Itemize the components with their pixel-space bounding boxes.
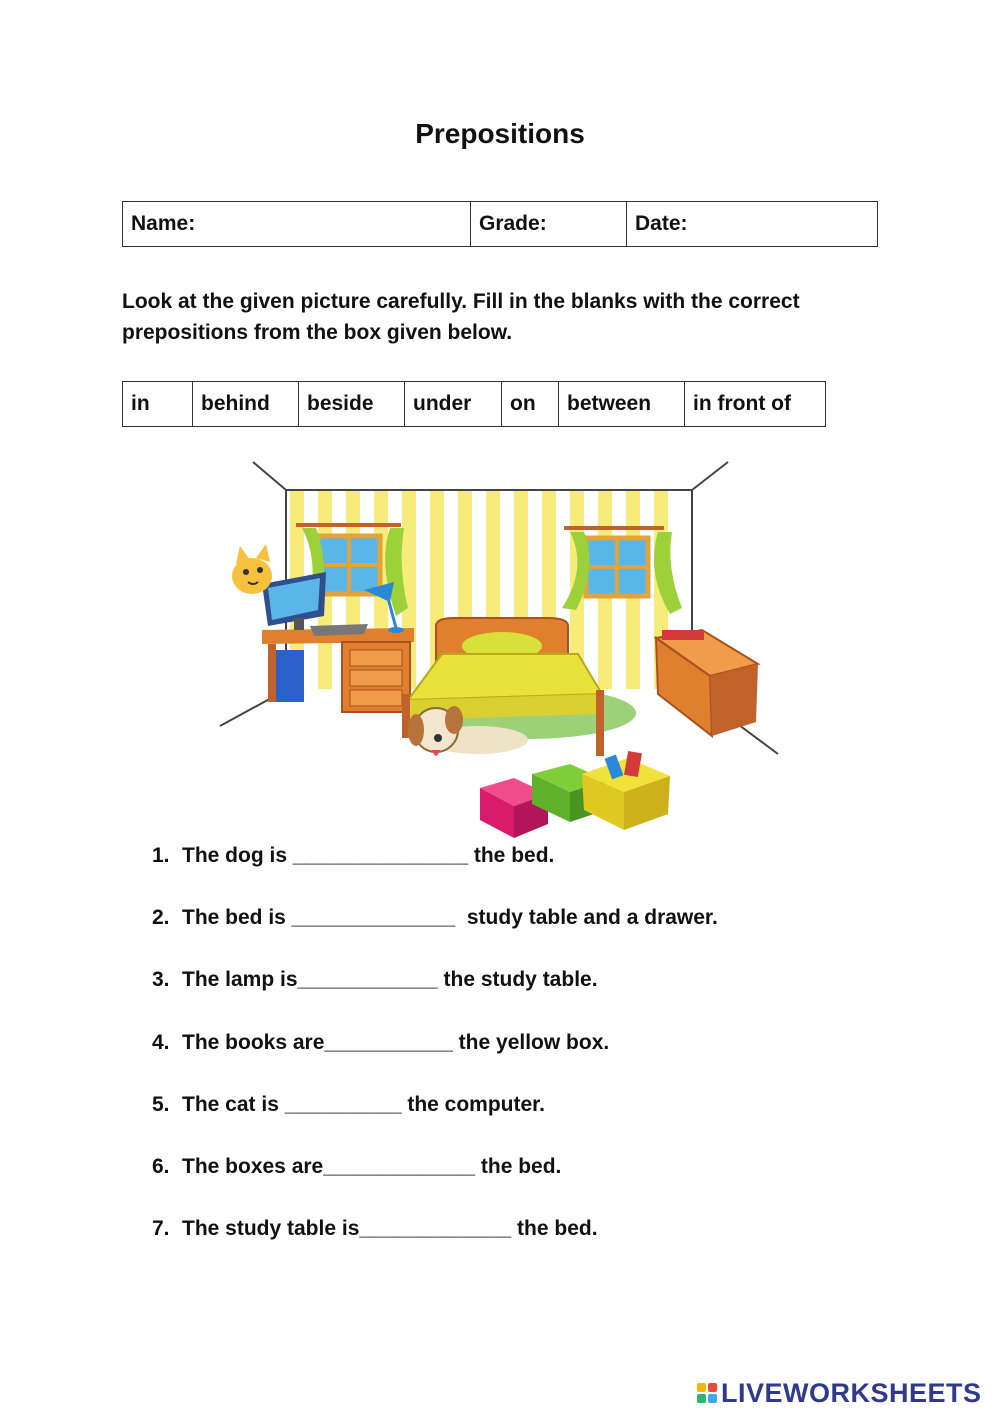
question-text[interactable]: The bed is ______________ study table and a drawer. [182, 906, 718, 930]
question-number: 3. [152, 968, 170, 992]
question-item [152, 844, 718, 906]
word-option: under [405, 382, 502, 427]
name-field[interactable]: Name: [123, 202, 471, 247]
question-text[interactable]: The dog is _______________ the bed. [182, 844, 555, 867]
question-text[interactable]: The lamp is____________ the study table. [182, 968, 598, 992]
logo-square [697, 1383, 706, 1392]
question-text[interactable]: The cat is __________ the computer. [182, 1092, 546, 1116]
question-number: 5. [152, 1092, 170, 1116]
word-option: between [559, 382, 685, 427]
word-box [122, 381, 826, 427]
question-text[interactable]: The books are___________ the yellow box. [182, 1030, 610, 1054]
question-text[interactable]: The boxes are_____________ the bed. [182, 1154, 562, 1178]
page-title: Prepositions [415, 118, 585, 149]
logo-icon [697, 1383, 717, 1403]
student-info-table [122, 201, 878, 247]
question-item [152, 968, 718, 1030]
question-number: 4. [152, 1030, 170, 1054]
study-table [262, 628, 414, 712]
question-list [152, 844, 718, 1279]
question-item [152, 1155, 718, 1217]
cat [232, 544, 272, 594]
question-item [152, 906, 718, 968]
word-option: in front of [685, 382, 826, 427]
logo-square [697, 1394, 706, 1403]
logo-square [708, 1383, 717, 1392]
liveworksheets-logo[interactable] [697, 1375, 982, 1411]
word-option: in [123, 382, 193, 427]
word-option: behind [193, 382, 299, 427]
logo-square [708, 1394, 717, 1403]
instructions: Look at the given picture carefully. Fill in the blanks with the correct prepositions from the box given below. [122, 290, 800, 344]
question-item [152, 1031, 718, 1093]
question-item [152, 1217, 718, 1279]
question-item [152, 1093, 718, 1155]
bedroom-illustration [218, 458, 783, 840]
grade-field[interactable]: Grade: [471, 202, 627, 247]
question-number: 2. [152, 906, 170, 930]
drawer [656, 630, 758, 736]
word-option: beside [299, 382, 405, 427]
question-number: 7. [152, 1217, 170, 1241]
question-number: 1. [152, 844, 170, 867]
boxes [480, 751, 670, 838]
word-option: on [502, 382, 559, 427]
logo-text: LIVEWORKSHEETS [721, 1377, 982, 1408]
right-window [562, 528, 682, 614]
question-number: 6. [152, 1154, 170, 1178]
date-field[interactable]: Date: [627, 202, 878, 247]
question-text[interactable]: The study table is_____________ the bed. [182, 1217, 598, 1241]
